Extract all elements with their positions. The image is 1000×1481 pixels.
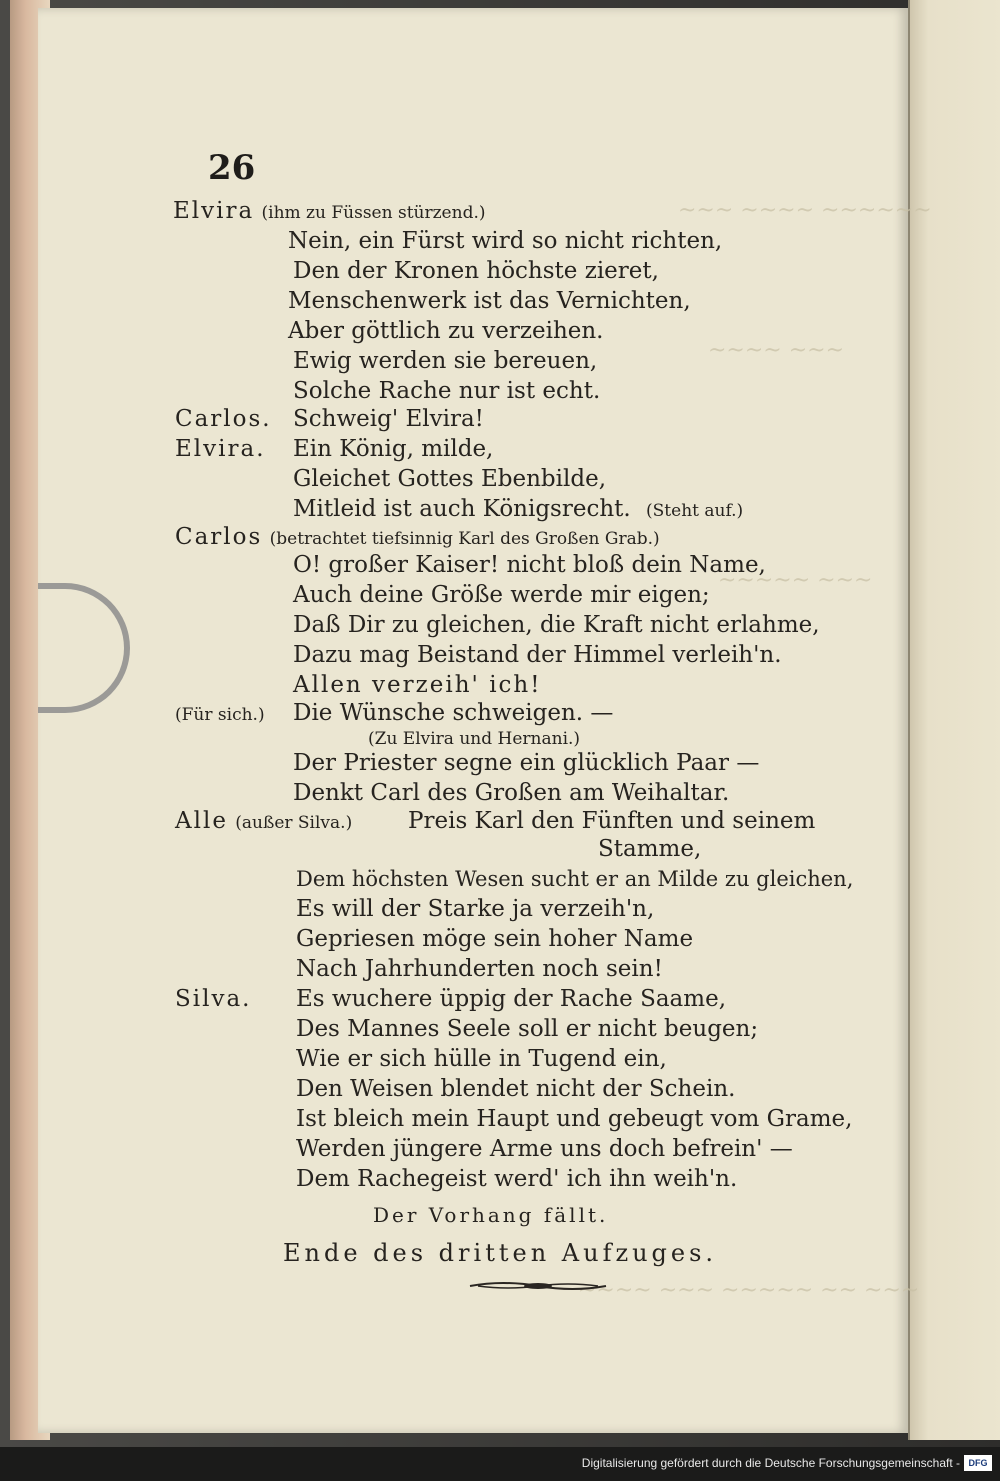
speaker-name: Carlos. (175, 406, 272, 432)
act-end-heading: Ende des dritten Aufzuges. (283, 1239, 718, 1267)
verse-line: Gepriesen möge sein hoher Name (296, 926, 694, 952)
verse-line: Preis Karl den Fünften und seinem (408, 808, 816, 834)
book-page (38, 8, 932, 1433)
stage-direction: (Steht auf.) (646, 501, 744, 521)
speech-heading (175, 984, 252, 1014)
verse-line: Stamme, (598, 836, 702, 862)
verse-line: Nein, ein Fürst wird so nicht richten, (288, 228, 723, 254)
show-through: ~~~~ ~~~ (708, 338, 845, 363)
verse-line: Nach Jahrhunderten noch sein! (296, 956, 663, 982)
verse-line: Menschenwerk ist das Vernichten, (288, 288, 691, 314)
verse-line: Aber göttlich zu verzeihen. (288, 318, 604, 344)
verse-line: Solche Rache nur ist echt. (293, 378, 601, 404)
verse-line: Den der Kronen höchste zieret, (293, 258, 659, 284)
speech-heading (175, 404, 272, 434)
speaker-name: Elvira. (175, 436, 266, 462)
ornament-rule-icon (468, 1278, 608, 1294)
clip-mark-icon (38, 583, 130, 713)
verse-line: Dem Rachegeist werd' ich ihn weih'n. (296, 1166, 738, 1192)
dfg-logo-icon: DFG (964, 1455, 992, 1471)
verse-line: Die Wünsche schweigen. — (293, 700, 614, 726)
speaker-name: Carlos (175, 524, 263, 550)
verse-line: Den Weisen blendet nicht der Schein. (296, 1076, 736, 1102)
speaker-name: Silva. (175, 986, 252, 1012)
show-through: ~~~ ~~~~ ~~~~~~ (678, 198, 932, 223)
stage-direction: (außer Silva.) (235, 813, 353, 833)
verse-line: Wie er sich hülle in Tugend ein, (296, 1046, 667, 1072)
verse-line: Auch deine Größe werde mir eigen; (293, 582, 710, 608)
verse-line: Des Mannes Seele soll er nicht beugen; (296, 1016, 759, 1042)
verse-line: Es will der Starke ja verzeih'n, (296, 896, 655, 922)
show-through: ~~~~~ ~~~ (718, 568, 873, 593)
verse-line: Ein König, milde, (293, 436, 494, 462)
stage-direction: (Für sich.) (175, 705, 265, 725)
speech-heading (175, 806, 352, 838)
stage-direction: (betrachtet tiefsinnig Karl des Großen Grab.) (269, 529, 660, 549)
footer-bar (0, 1447, 1000, 1481)
verse-line: Ist bleich mein Haupt und gebeugt vom Grame, (296, 1106, 853, 1132)
footer-credit: Digitalisierung gefördert durch die Deutsche Forschungsgemeinschaft - (581, 1456, 960, 1470)
page-number: 26 (208, 148, 256, 188)
stage-direction-line (175, 698, 265, 730)
verse-line: Dem höchsten Wesen sucht er an Milde zu gleichen, (296, 867, 854, 891)
curtain-direction: Der Vorhang fällt. (373, 1203, 609, 1227)
speech-heading (175, 434, 266, 464)
stage-direction: (ihm zu Füssen stürzend.) (261, 203, 486, 223)
verse-line: Ewig werden sie bereuen, (293, 348, 598, 374)
stage-direction: (Zu Elvira und Hernani.) (368, 729, 581, 749)
speech-heading (173, 196, 486, 228)
show-through: ~~~~ ~~~ ~~~~~ ~~ ~~~ (578, 1278, 920, 1303)
verse-line: Daß Dir zu gleichen, die Kraft nicht erlahme, (293, 612, 820, 638)
verse-text: Mitleid ist auch Königsrecht. (293, 496, 631, 522)
verse-line: Allen verzeih' ich! (293, 672, 542, 698)
speaker-name: Elvira (173, 198, 255, 224)
verse-line: Werden jüngere Arme uns doch befrein' — (296, 1136, 793, 1162)
verse-line: Gleichet Gottes Ebenbilde, (293, 466, 607, 492)
verse-line: Dazu mag Beistand der Himmel verleih'n. (293, 642, 782, 668)
verse-line: Denkt Carl des Großen am Weihaltar. (293, 780, 730, 806)
verse-line: Es wuchere üppig der Rache Saame, (296, 986, 727, 1012)
verse-line: O! großer Kaiser! nicht bloß dein Name, (293, 552, 766, 578)
speaker-name: Alle (175, 808, 228, 834)
verse-line: Schweig' Elvira! (293, 406, 484, 432)
verse-line: Der Priester segne ein glücklich Paar — (293, 750, 760, 776)
